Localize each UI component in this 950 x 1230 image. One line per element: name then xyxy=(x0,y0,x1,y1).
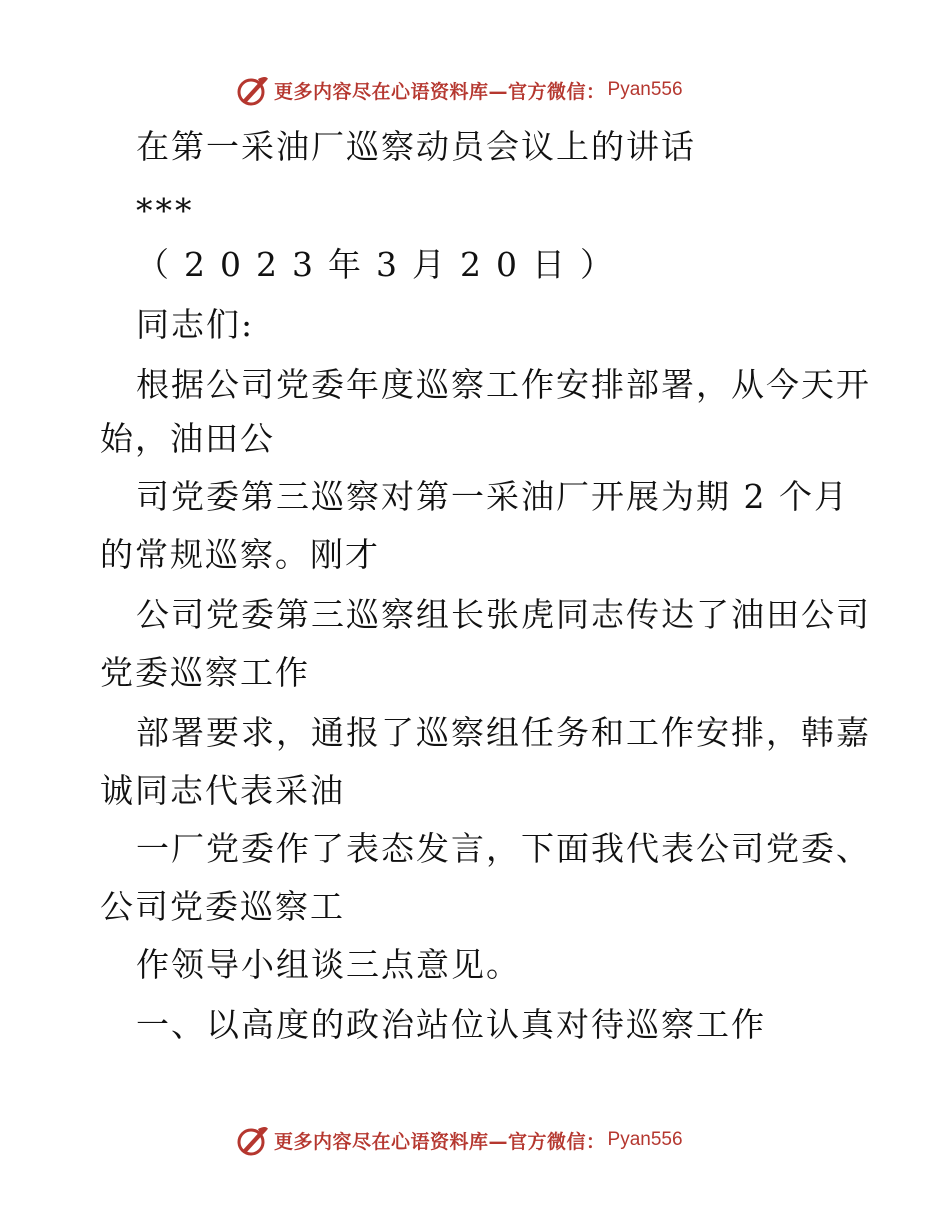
footer-watermark-banner xyxy=(236,1122,683,1158)
section-heading: 一、以高度的政治站位认真对待巡察工作 xyxy=(136,1005,766,1044)
quill-pen-logo-icon xyxy=(236,73,270,107)
paragraph-line: 一厂党委作了表态发言，下面我代表公司党委、 xyxy=(136,829,871,868)
paragraph-line: 公司党委第三巡察组长张虎同志传达了油田公司 xyxy=(136,595,871,634)
watermark-wechat-id: Pyan556 xyxy=(607,79,683,100)
salutation: 同志们: xyxy=(136,305,255,344)
paragraph-line: 的常规巡察。刚才 xyxy=(100,535,380,574)
author-placeholder: *** xyxy=(136,191,195,230)
paragraph-line: 作领导小组谈三点意见。 xyxy=(136,945,521,984)
paragraph-line: 诚同志代表采油 xyxy=(100,771,345,810)
paragraph-line: 公司党委巡察工 xyxy=(100,887,345,926)
paragraph-line: 根据公司党委年度巡察工作安排部署，从今天开 xyxy=(136,365,871,404)
paragraph-line: 部署要求，通报了巡察组任务和工作安排，韩嘉 xyxy=(136,713,871,752)
speech-date: （2023年3月20日） xyxy=(136,245,628,284)
watermark-wechat-id: Pyan556 xyxy=(607,1129,683,1150)
paragraph-line: 始，油田公 xyxy=(100,419,275,458)
document-title: 在第一采油厂巡察动员会议上的讲话 xyxy=(136,127,696,166)
paragraph-line: 党委巡察工作 xyxy=(100,653,310,692)
header-watermark-banner xyxy=(236,72,683,108)
paragraph-line: 司党委第三巡察对第一采油厂开展为期 2 个月 xyxy=(136,477,849,516)
watermark-text: 更多内容尽在心语资料库—官方微信： xyxy=(274,80,606,103)
watermark-text: 更多内容尽在心语资料库—官方微信： xyxy=(274,1130,606,1153)
quill-pen-logo-icon xyxy=(236,1123,270,1157)
